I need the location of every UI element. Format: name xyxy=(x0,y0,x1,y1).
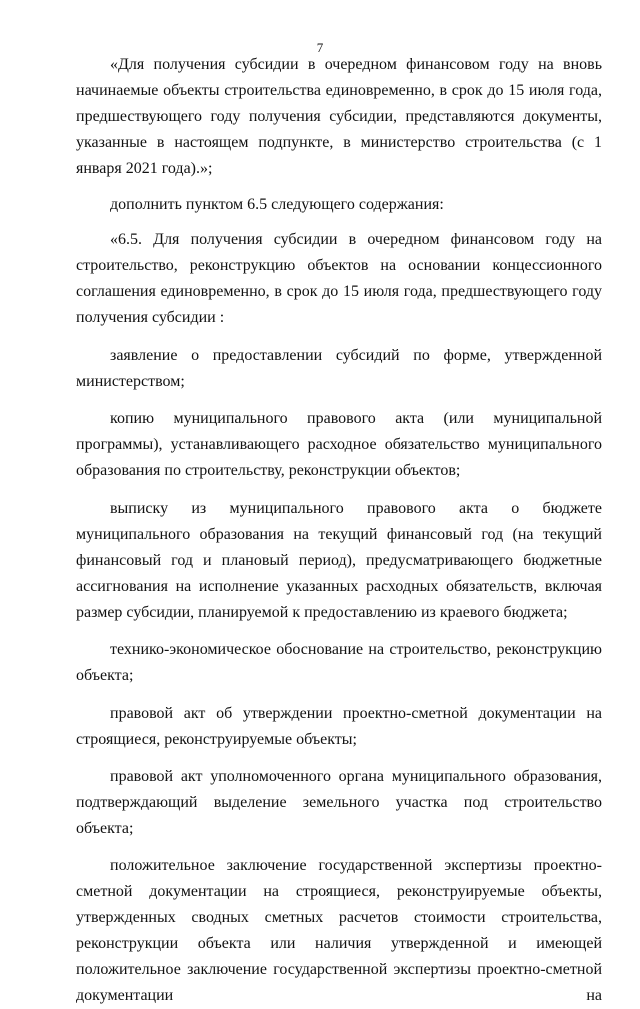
paragraph-quote-new-objects: «Для получения субсидии в очередном финансовом году на вновь начинаемые объекты строительства единовременно, в срок до 15 июля года, предшествующего году получения субсидии, представляются документы, указанные в настоящем подпункте, в министерство строительства (с 1 января 2021 года).»; xyxy=(76,56,602,177)
paragraph-point-6-5: «6.5. Для получения субсидии в очередном финансовом году на строительство, реконструкцию объектов на основании концессионного соглашения единовременно, в срок до 15 июля года, предшествующего году получения субсидии : xyxy=(76,231,602,326)
paragraph-design-approval: правовой акт об утверждении проектно-сметной документации на строящиеся, реконструируемые объекты; xyxy=(76,705,602,748)
paragraph-land-allocation: правовой акт уполномоченного органа муниципального образования, подтверждающий выделение земельного участка под строительство объекта; xyxy=(76,768,602,837)
paragraph-state-expertise: положительное заключение государственной экспертизы проектно-сметной документации на строящиеся, реконструируемые объекты, утвержденных сводных сметных расчетов стоимости строительства, реконструкции объекта или наличия утвержденной и имеющей положительное заключение государственной экспертизы проектно-сметной документации на xyxy=(76,857,602,1004)
paragraph-budget-extract: выписку из муниципального правового акта о бюджете муниципального образования на текущий финансовый год (на текущий финансовый год и плановый период), предусматривающего бюджетные ассигнования на исполнение указанных расходных обязательств, включая размер субсидии, планируемой к предоставлению из краевого бюджета; xyxy=(76,500,602,621)
page-number: 7 xyxy=(316,40,324,55)
paragraph-legal-act-copy: копию муниципального правового акта (или муниципальной программы), устанавливающего расходное обязательство муниципального образования по строительству, реконструкции объектов; xyxy=(76,410,602,479)
paragraph-add-point: дополнить пунктом 6.5 следующего содержания: xyxy=(110,196,444,213)
paragraph-feasibility-study: технико-экономическое обоснование на строительство, реконструкцию объекта; xyxy=(76,641,602,684)
document-body xyxy=(76,52,602,1009)
paragraph-application: заявление о предоставлении субсидий по форме, утвержденной министерством; xyxy=(76,347,602,390)
